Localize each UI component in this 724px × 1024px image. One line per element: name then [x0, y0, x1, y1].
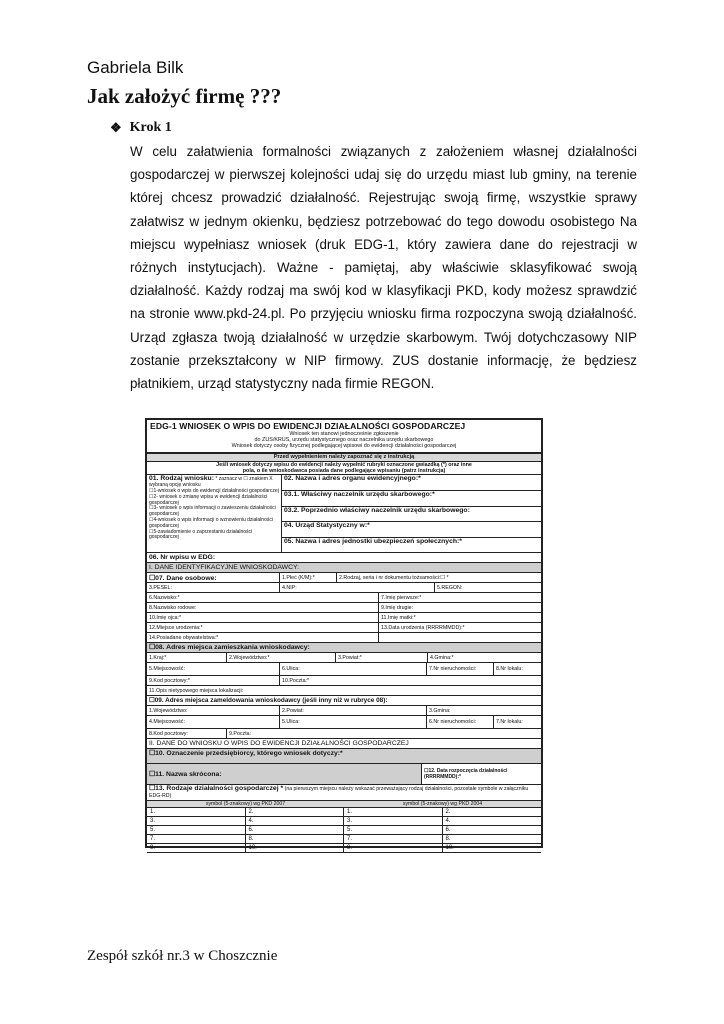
field-08-10: 10.Poczta:* [282, 677, 310, 684]
form-note-2a: Jeśli wniosek dotyczy wpisu do ewidencji należy wypełnić rubryki oznaczone gwiazdką (*) oraz inne [216, 461, 472, 468]
field-08-7: 7.Nr nieruchomości: [427, 663, 494, 675]
field-09-row2 [147, 715, 541, 728]
diamond-bullet-icon: ❖ [110, 120, 122, 135]
field-11-12-row [147, 763, 541, 784]
form-header [147, 420, 541, 453]
step-heading [110, 120, 172, 136]
field-09-row3 [147, 728, 541, 738]
field-08-row4 [147, 685, 541, 695]
field-08: ☐08. Adres miejsca zamieszkania wnioskodawcy: [147, 642, 541, 652]
field-09-row1 [147, 705, 541, 715]
field-04: 04. Urząd Statystyczny w:* [282, 522, 541, 538]
field-09-1: 1.Województwo: [147, 706, 280, 715]
field-12: ☐12. Data rozpoczęcia działalności (RRRRMMDD):* [424, 768, 508, 781]
pkd-cell: 4. [443, 817, 542, 826]
field-01-text: * zaznacz w ☐ znakiem X wybraną opcję wniosku [149, 476, 273, 489]
field-07-parents-row [147, 612, 541, 622]
field-13 [147, 784, 541, 800]
field-09-3: 3.Gmina: [429, 707, 451, 714]
field-07-1: 1.Płeć (K/M):* [280, 573, 337, 582]
field-07-11: 11.Imię matki:* [381, 614, 416, 621]
field-07: ☐07. Dane osobowe: [147, 573, 280, 582]
field-09-8: 8.Kod pocztowy: [147, 729, 227, 738]
pkd-cell: 6. [246, 826, 345, 835]
field-08-2: 2.Województwo:* [227, 653, 336, 662]
field-07-names2-row [147, 602, 541, 612]
section-I-header: I. DANE IDENTYFIKACYJNE WNIOSKODAWCY: [147, 562, 541, 572]
form-note-2b: pola, o ile wnioskodawca posiada dane podlegające wpisaniu (patrz instrukcja) [242, 468, 446, 475]
field-02: 02. Nazwa i adres organu ewidencyjnego:* [282, 475, 541, 491]
field-07-9: 9.Imię drugie: [381, 604, 414, 611]
body-paragraph: W celu załatwienia formalności związanych z założeniem własnej działalności gospodarczej w pierwszej kolejności udaj się do urzędu miast lub gminy, na terenie której chcesz prowadzić działalność. Rejestrując swoją firmę, wszystkie sprawy załatwisz w jednym okienku, będziesz potrzebować do tego dowodu osobistego Na miejscu wypełniasz wniosek (druk EDG-1, który zawiera dane do rejestracji w różnych instytucjach). Ważne - pamiętaj, aby właściwie sklasyfikować swoją działalność. Każdy rodzaj ma swój kod w klasyfikacji PKD, kody możesz sprawdzić na stronie www.pkd-24.pl. Po przyjęciu wniosku firma rozpoczyna swoją działalność. Urząd zgłasza twoją działalność w urzędzie skarbowym. Twój dotychczasowy NIP zostanie przekształcony w NIP firmowy. ZUS dostanie informację, że będziesz płatnikiem, urząd statystyczny nada firmie REGON. [130, 144, 637, 392]
pkd-cell: 7. [147, 835, 246, 844]
field-08-row2 [147, 662, 541, 675]
pkd-cell: 10. [246, 844, 345, 853]
field-07-names-row [147, 592, 541, 602]
field-08-11: 11.Opis nietypowego miejsca lokalizacji: [149, 687, 244, 694]
field-08-9: 9.Kod pocztowy:* [147, 676, 280, 685]
field-09-4: 4.Miejscowość: [147, 716, 280, 728]
pkd-cell: 1. [147, 808, 246, 817]
field-02-05 [282, 475, 541, 552]
section-II-header: II. DANE DO WNIOSKU O WPIS DO EWIDENCJI DZIAŁALNOŚCI GOSPODARCZEJ [147, 738, 541, 748]
field-07-7: 7.Imię pierwsze:* [381, 594, 422, 601]
field-08-row3 [147, 675, 541, 685]
field-08-6: 6.Ulica: [280, 663, 427, 675]
field-07-5: 5.REGON: [437, 584, 463, 591]
pkd-2007-label: symbol (5-znakowy) wg PKD 2007 [205, 801, 286, 808]
pkd-cell: 9. [147, 844, 246, 853]
field-09-9: 9.Poczta: [229, 730, 252, 737]
form-subtitle-1: Wniosek ten stanowi jednocześnie zgłoszenie [289, 431, 399, 437]
pkd-cell: 8. [246, 835, 345, 844]
pkd-cell: 6. [443, 826, 542, 835]
field-08-8: 8.Nr lokalu: [496, 666, 523, 673]
field-03-1: 03.1. Właściwy naczelnik urzędu skarbowego:* [282, 491, 541, 507]
pkd-cell: 5. [344, 826, 443, 835]
field-09-6: 6.Nr nieruchomości: [427, 716, 494, 728]
pkd-cell: 4. [246, 817, 345, 826]
pkd-2004-label: symbol (5-znakowy) wg PKD 2004 [402, 801, 483, 808]
field-01-option: ☐2- wniosek o zmianę wpisu w ewidencji działalności gospodarczej [149, 493, 268, 506]
field-07-8: 8.Nazwisko rodowe: [147, 603, 379, 612]
page-title: Jak założyć firmę ??? [87, 84, 282, 108]
field-05: 05. Nazwa i adres jednostki ubezpieczeń społecznych:* [284, 537, 462, 545]
field-07-12: 12.Miejsce urodzenia:* [147, 623, 379, 632]
pkd-cell: 7. [344, 835, 443, 844]
author-name: Gabriela Bilk [87, 58, 184, 77]
field-06: 06. Nr wpisu w EDG: [147, 552, 541, 562]
pkd-header [147, 800, 541, 807]
field-08-5: 5.Miejscowość: [147, 663, 280, 675]
field-03-2: 03.2. Poprzednio właściwy naczelnik urzędu skarbowego: [282, 507, 541, 523]
footer-school: Zespół szkół nr.3 w Choszcznie [87, 948, 278, 964]
field-07-citizen-row [147, 632, 541, 642]
field-01-option: ☐4-wniosek o wpis informacji o wznowieniu działalności gospodarczej [149, 517, 273, 529]
pkd-cell: 1. [344, 808, 443, 817]
field-01-option: ☐5-zawiadomienie o zaprzestaniu działalności gospodarczej [149, 528, 253, 541]
form-instruction-note: Przed wypełnieniem należy zapoznać się z instrukcją [147, 453, 541, 461]
pkd-cell: 10. [443, 844, 542, 853]
form-section-request [147, 474, 541, 552]
field-07-birth-row [147, 622, 541, 632]
field-08-row1 [147, 652, 541, 662]
field-13-label: ☐13. Rodzaje działalności gospodarczej * [149, 785, 284, 793]
field-07-row [147, 572, 541, 582]
pkd-cell: 2. [443, 808, 542, 817]
field-07-4: 4.NIP: [280, 583, 435, 592]
field-13-note: (na pierwszym miejscu należy wskazać przeważający rodzaj działalności, pozostałe symbole w załączniku EDG-RD) [149, 786, 529, 800]
field-08-1: 1.Kraj:* [147, 653, 227, 662]
form-subtitle-3: Wniosek dotyczy osoby fizycznej podlegającej wpisowi do ewidencji działalności gospodarczej [231, 443, 457, 450]
field-01 [147, 475, 282, 552]
field-07-2: 2.Rodzaj, seria i nr dokumentu tożsamości:☐ * [339, 574, 449, 581]
field-07-10: 10.Imię ojca:* [147, 613, 379, 622]
field-09-5: 5.Ulica: [280, 716, 427, 728]
field-09: ☐09. Adres miejsca zameldowania wnioskodawcy (jeśli inny niż w rubryce 08): [147, 695, 541, 705]
form-title: EDG-1 WNIOSEK O WPIS DO EWIDENCJI DZIAŁALNOŚCI GOSPODARCZEJ [150, 421, 466, 431]
field-07-ids-row [147, 582, 541, 592]
pkd-cell: 9. [344, 844, 443, 853]
field-07-13: 13.Data urodzenia (RRRRMMDD):* [381, 624, 465, 631]
field-01-option: ☐1-wniosek o wpis do ewidencji działalności gospodarczej [149, 488, 279, 495]
pkd-grid [147, 807, 541, 853]
field-07-3: 3.PESEL: [147, 583, 280, 592]
pkd-cell: 8. [443, 835, 542, 844]
pkd-cell: 3. [147, 817, 246, 826]
pkd-cell: 5. [147, 826, 246, 835]
field-10: ☐10. Oznaczenie przedsiębiorcy, którego wniosek dotyczy:* [147, 748, 541, 763]
field-01-label: 01. Rodzaj wniosku: [149, 475, 214, 483]
field-08-4: 4.Gmina:* [430, 654, 454, 661]
field-07-6: 6.Nazwisko:* [147, 593, 379, 602]
pkd-cell: 2. [246, 808, 345, 817]
field-09-2: 2.Powiat: [280, 706, 427, 715]
field-08-3: 3.Powiat:* [336, 653, 428, 662]
field-07-14: 14.Posiadane obywatelstwa:* [147, 633, 379, 642]
form-note-2 [147, 461, 541, 475]
pkd-cell: 3. [344, 817, 443, 826]
form-subtitle-2: do ZUS/KRUS, urzędu statystycznego oraz naczelnika urzędu skarbowego [254, 437, 434, 444]
step-label: Krok 1 [129, 120, 172, 135]
field-11: ☐11. Nazwa skrócona: [147, 764, 422, 784]
field-01-option: ☐3- wniosek o wpis informacji o zawieszeniu działalności gospodarczej [149, 505, 276, 518]
edg1-form-image [145, 418, 543, 852]
field-09-7: 7.Nr lokalu: [496, 719, 523, 726]
